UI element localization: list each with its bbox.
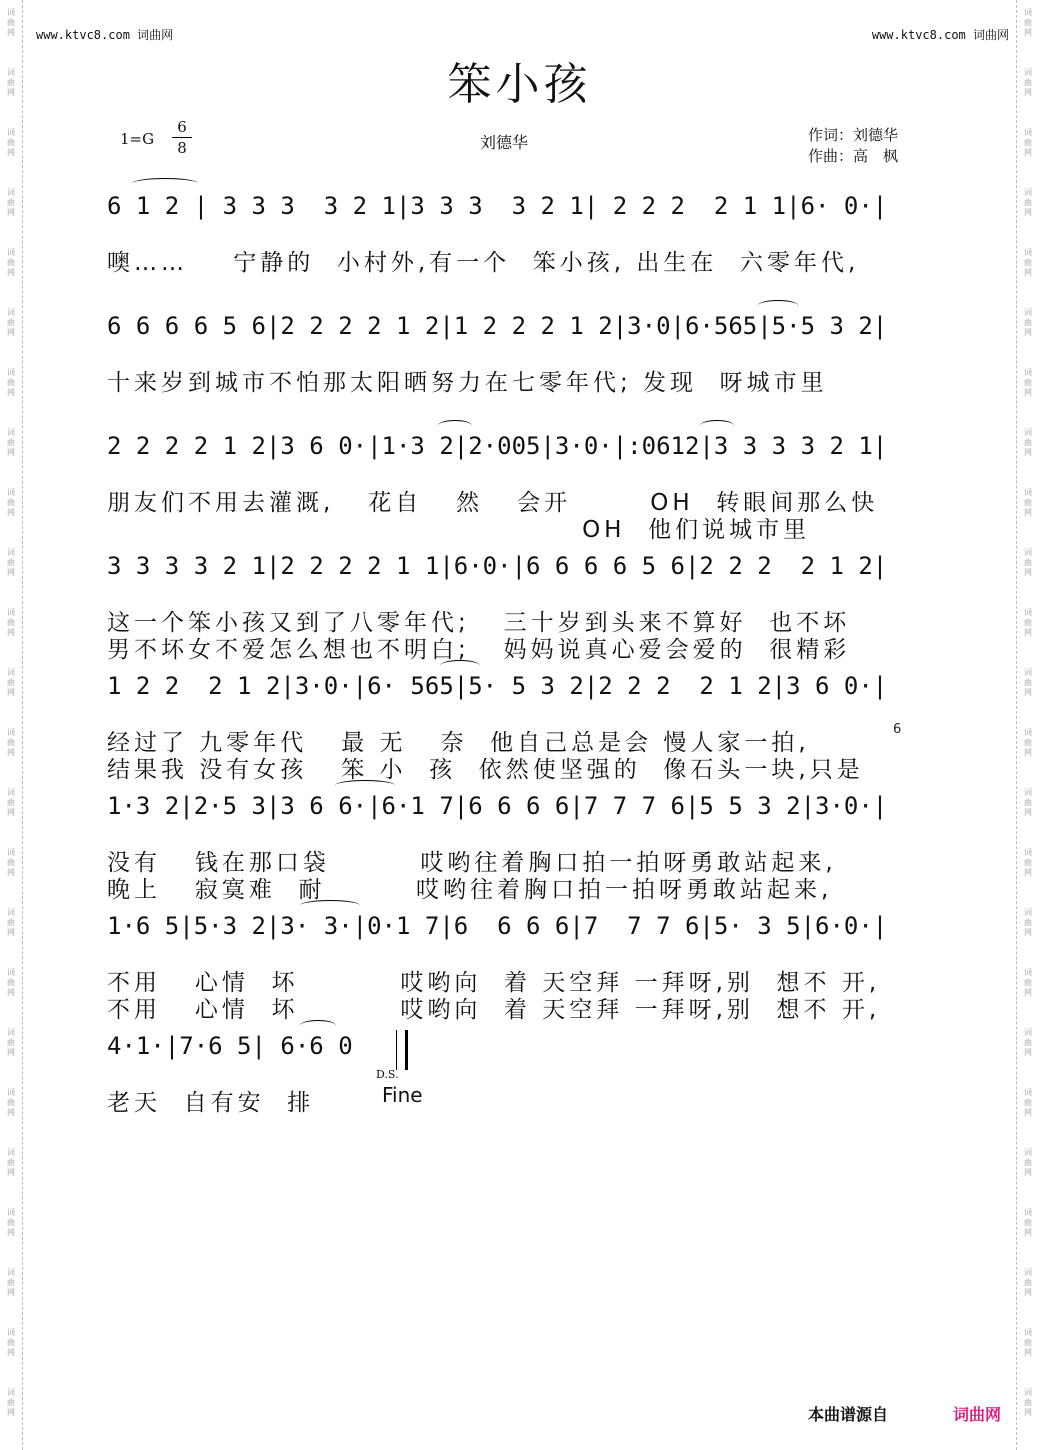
lyric-line: 不用 心情 坏 哎哟向 着 天空拜 一拜呀,别 想不 开, xyxy=(107,997,881,1023)
side-watermark: 词 曲 网 xyxy=(1024,1208,1032,1237)
side-watermark: 词 曲 网 xyxy=(1024,968,1032,997)
lyric-line: 不用 心情 坏 哎哟向 着 天空拜 一拜呀,别 想不 开, xyxy=(107,970,881,996)
side-watermark: 词 曲 网 xyxy=(1024,68,1032,97)
slur xyxy=(300,1020,336,1031)
side-watermark: 词 曲 网 xyxy=(7,908,15,937)
slur xyxy=(335,780,395,791)
music-line: 1·3 2|2·5 3|3 6 6·|6·1 7|6 6 6 6|7 7 7 6|5 5 3 2|3·0·| xyxy=(107,792,888,820)
side-watermark: 词 曲 网 xyxy=(1024,488,1032,517)
slur xyxy=(132,178,198,189)
side-watermark: 词 曲 网 xyxy=(1024,548,1032,577)
side-watermark: 词 曲 网 xyxy=(7,1388,15,1417)
key-signature: 1=G xyxy=(120,130,155,148)
lyric-line: 老天 自有安 排 xyxy=(107,1090,315,1116)
fine-mark: Fine xyxy=(382,1083,423,1107)
slur xyxy=(440,660,480,671)
dal-segno-mark: D.S. xyxy=(376,1068,399,1081)
lyric-line: 朋友们不用去灌溉, 花自 然 会开 OH 转眼间那么快 xyxy=(107,490,879,516)
right-watermark-strip xyxy=(1016,0,1039,1450)
slur xyxy=(700,420,734,431)
side-watermark: 词 曲 网 xyxy=(1024,1268,1032,1297)
side-watermark: 词 曲 网 xyxy=(7,1028,15,1057)
side-watermark: 词 曲 网 xyxy=(1024,8,1032,37)
side-watermark: 词 曲 网 xyxy=(7,668,15,697)
watermark-url-right: www.ktvc8.com 词曲网 xyxy=(871,28,1009,42)
volta-number: 6 xyxy=(893,722,902,737)
final-barline xyxy=(396,1030,408,1070)
side-watermark: 词 曲 网 xyxy=(7,788,15,817)
lyricist: 作词：刘德华 xyxy=(808,126,899,144)
time-denominator: 8 xyxy=(177,139,187,157)
side-watermark: 词 曲 网 xyxy=(1024,908,1032,937)
side-watermark: 词 曲 网 xyxy=(1024,1088,1032,1117)
side-watermark: 词 曲 网 xyxy=(7,1268,15,1297)
side-watermark: 词 曲 网 xyxy=(7,1208,15,1237)
side-watermark: 词 曲 网 xyxy=(1024,1028,1032,1057)
music-line: 2 2 2 2 1 2|3 6 0·|1·3 2|2·005|3·0·|:0612|3 3 3 3 2 1| xyxy=(107,432,888,460)
side-watermark: 词 曲 网 xyxy=(1024,128,1032,157)
music-line: 3 3 3 3 2 1|2 2 2 2 1 1|6·0·|6 6 6 6 5 6|2 2 2 2 1 2| xyxy=(107,552,888,580)
music-line: 4·1·|7·6 5| 6·6 0 xyxy=(107,1032,353,1060)
composer: 作曲：高 枫 xyxy=(808,147,899,165)
singer: 刘德华 xyxy=(480,133,529,152)
side-watermark: 词 曲 网 xyxy=(7,128,15,157)
slur xyxy=(758,300,798,311)
side-watermark: 词 曲 网 xyxy=(7,968,15,997)
side-watermark: 词 曲 网 xyxy=(1024,728,1032,757)
side-watermark: 词 曲 网 xyxy=(7,1088,15,1117)
side-watermark: 词 曲 网 xyxy=(7,308,15,337)
side-watermark: 词 曲 网 xyxy=(7,1328,15,1357)
side-watermark: 词 曲 网 xyxy=(1024,1328,1032,1357)
side-watermark: 词 曲 网 xyxy=(7,188,15,217)
time-signature xyxy=(172,117,192,158)
song-title: 笨小孩 xyxy=(447,59,592,110)
lyric-line: 噢…… 宁静的 小村外,有一个 笨小孩, 出生在 六零年代, xyxy=(107,250,860,276)
lyric-line: 晚上 寂寞难 耐 哎哟往着胸口拍一拍呀勇敢站起来, xyxy=(107,877,833,903)
slur xyxy=(438,420,472,431)
credits xyxy=(808,125,898,167)
lyric-line: 十来岁到城市不怕那太阳晒努力在七零年代; 发现 呀城市里 xyxy=(107,370,828,396)
side-watermark: 词 曲 网 xyxy=(1024,848,1032,877)
side-watermark: 词 曲 网 xyxy=(7,548,15,577)
side-watermark: 词 曲 网 xyxy=(1024,428,1032,457)
side-watermark: 词 曲 网 xyxy=(7,8,15,37)
side-watermark: 词 曲 网 xyxy=(1024,608,1032,637)
side-watermark: 词 曲 网 xyxy=(7,728,15,757)
side-watermark: 词 曲 网 xyxy=(1024,668,1032,697)
watermark-url-left: www.ktvc8.com 词曲网 xyxy=(36,28,174,42)
side-watermark: 词 曲 网 xyxy=(1024,1388,1032,1417)
lyric-line: 经过了 九零年代 最 无 奈 他自己总是会 慢人家一拍, xyxy=(107,730,810,756)
side-watermark: 词 曲 网 xyxy=(7,608,15,637)
side-watermark: 词 曲 网 xyxy=(1024,188,1032,217)
side-watermark: 词 曲 网 xyxy=(1024,248,1032,277)
source-label: 本曲谱源自 xyxy=(808,1405,889,1424)
lyric-line: OH 他们说城市里 xyxy=(107,517,811,543)
brand-logo: 词曲网 xyxy=(953,1405,1002,1424)
time-numerator: 6 xyxy=(172,117,192,138)
music-line: 6 6 6 6 5 6|2 2 2 2 1 2|1 2 2 2 1 2|3·0|6·565|5·5 3 2| xyxy=(107,312,888,340)
slur xyxy=(300,900,360,911)
side-watermark: 词 曲 网 xyxy=(7,68,15,97)
side-watermark: 词 曲 网 xyxy=(7,368,15,397)
lyric-line: 没有 钱在那口袋 哎哟往着胸口拍一拍呀勇敢站起来, xyxy=(107,850,837,876)
side-watermark: 词 曲 网 xyxy=(1024,368,1032,397)
lyric-line: 男不坏女不爱怎么想也不明白; 妈妈说真心爱会爱的 很精彩 xyxy=(107,637,851,663)
music-line: 6 1 2 | 3 3 3 3 2 1|3 3 3 3 2 1| 2 2 2 2 1 1|6· 0·| xyxy=(107,192,888,220)
side-watermark: 词 曲 网 xyxy=(7,488,15,517)
side-watermark: 词 曲 网 xyxy=(1024,308,1032,337)
left-watermark-strip xyxy=(0,0,23,1450)
side-watermark: 词 曲 网 xyxy=(1024,1148,1032,1177)
music-line: 1 2 2 2 1 2|3·0·|6· 565|5· 5 3 2|2 2 2 2 1 2|3 6 0·| xyxy=(107,672,888,700)
side-watermark: 词 曲 网 xyxy=(1024,788,1032,817)
side-watermark: 词 曲 网 xyxy=(7,1148,15,1177)
music-line: 1·6 5|5·3 2|3· 3·|0·1 7|6 6 6 6|7 7 7 6|5· 3 5|6·0·| xyxy=(107,912,888,940)
lyric-line: 这一个笨小孩又到了八零年代; 三十岁到头来不算好 也不坏 xyxy=(107,610,851,636)
side-watermark: 词 曲 网 xyxy=(7,248,15,277)
lyric-line: 结果我 没有女孩 笨 小 孩 依然使坚强的 像石头一块,只是 xyxy=(107,757,864,783)
side-watermark: 词 曲 网 xyxy=(7,848,15,877)
side-watermark: 词 曲 网 xyxy=(7,428,15,457)
